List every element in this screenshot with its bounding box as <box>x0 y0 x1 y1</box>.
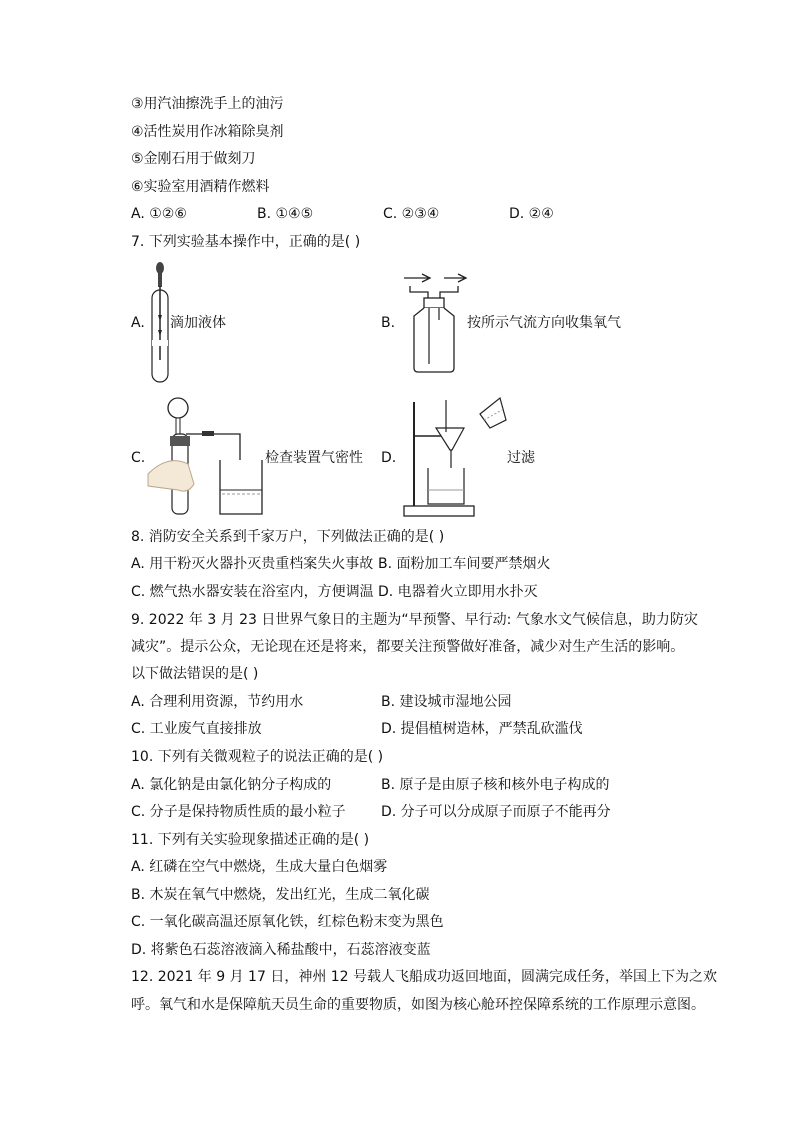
q10-stem: 10. 下列有关微观粒子的说法正确的是( ) <box>131 749 384 765</box>
dropper-test-tube-figure <box>148 260 172 386</box>
q7-option-b-letter: B. <box>381 315 396 331</box>
airtightness-check-figure <box>148 394 268 520</box>
q8-option-c: C. 燃气热水器安装在浴室内，方便调温 <box>131 584 374 600</box>
q6-option-a: A. ①②⑥ <box>131 206 187 222</box>
q9-stem-line3: 以下做法错误的是( ) <box>131 666 259 682</box>
q7-stem: 7. 下列实验基本操作中，正确的是( ) <box>131 234 361 250</box>
q12-stem-line2: 呼。氧气和水是保障航天员生命的重要物质，如图为核心舱环控保障系统的工作原理示意图。 <box>131 997 705 1013</box>
q8-stem: 8. 消防安全关系到千家万户，下列做法正确的是( ) <box>131 529 445 545</box>
statement-5: ⑤金刚石用于做刻刀 <box>131 151 256 167</box>
q12-stem-line1: 12. 2021 年 9 月 17 日，神州 12 号载人飞船成功返回地面，圆满完成任务，举国上下为之欢 <box>131 969 718 985</box>
q10-option-d: D. 分子可以分成原子而原子不能再分 <box>381 804 611 820</box>
q11-option-c: C. 一氧化碳高温还原氧化铁，红棕色粉末变为黑色 <box>131 914 444 930</box>
q9-option-d: D. 提倡植树造林，严禁乱砍滥伐 <box>381 721 583 737</box>
q11-option-a: A. 红磷在空气中燃烧，生成大量白色烟雾 <box>131 859 388 875</box>
q7-option-d-text: 过滤 <box>507 450 535 466</box>
statement-3: ③用汽油擦洗手上的油污 <box>131 96 284 112</box>
q7-option-c-letter: C. <box>131 450 146 466</box>
q9-stem-line2: 减灾”。提示公众，无论现在还是将来，都要关注预警做好准备，减少对生产生活的影响。 <box>131 639 685 655</box>
q11-option-d: D. 将紫色石蕊溶液滴入稀盐酸中，石蕊溶液变蓝 <box>131 942 431 958</box>
q9-option-a: A. 合理利用资源，节约用水 <box>131 694 304 710</box>
q10-option-a: A. 氯化钠是由氯化钠分子构成的 <box>131 777 332 793</box>
q9-stem-line1: 9. 2022 年 3 月 23 日世界气象日的主题为“早预警、早行动: 气象水文气候信息，助力防灾 <box>131 612 698 628</box>
statement-6: ⑥实验室用酒精作燃料 <box>131 179 270 195</box>
q10-option-b: B. 原子是由原子核和核外电子构成的 <box>381 777 610 793</box>
q7-option-b-text: 按所示气流方向收集氧气 <box>467 315 621 331</box>
q6-option-d: D. ②④ <box>509 206 554 222</box>
q9-option-b: B. 建设城市湿地公园 <box>381 694 512 710</box>
q9-option-c: C. 工业废气直接排放 <box>131 721 262 737</box>
q10-option-c: C. 分子是保持物质性质的最小粒子 <box>131 804 346 820</box>
q8-option-b: B. 面粉加工车间要严禁烟火 <box>378 556 551 572</box>
q11-stem: 11. 下列有关实验现象描述正确的是( ) <box>131 832 370 848</box>
q6-option-c: C. ②③④ <box>383 206 440 222</box>
filtration-figure <box>400 394 510 518</box>
q8-option-d: D. 电器着火立即用水扑灭 <box>378 584 538 600</box>
q7-option-a-letter: A. <box>131 315 145 331</box>
q6-option-b: B. ①④⑤ <box>257 206 314 222</box>
q11-option-b: B. 木炭在氧气中燃烧，发出红光，生成二氧化碳 <box>131 887 430 903</box>
statement-4: ④活性炭用作冰箱除臭剂 <box>131 124 284 140</box>
q7-option-a-text: 滴加液体 <box>170 315 226 331</box>
gas-bottle-figure <box>400 270 470 374</box>
q7-option-d-letter: D. <box>381 450 397 466</box>
q7-option-c-text: 检查装置气密性 <box>265 450 363 466</box>
q8-option-a: A. 用干粉灭火器扑灭贵重档案失火事故 <box>131 556 374 572</box>
